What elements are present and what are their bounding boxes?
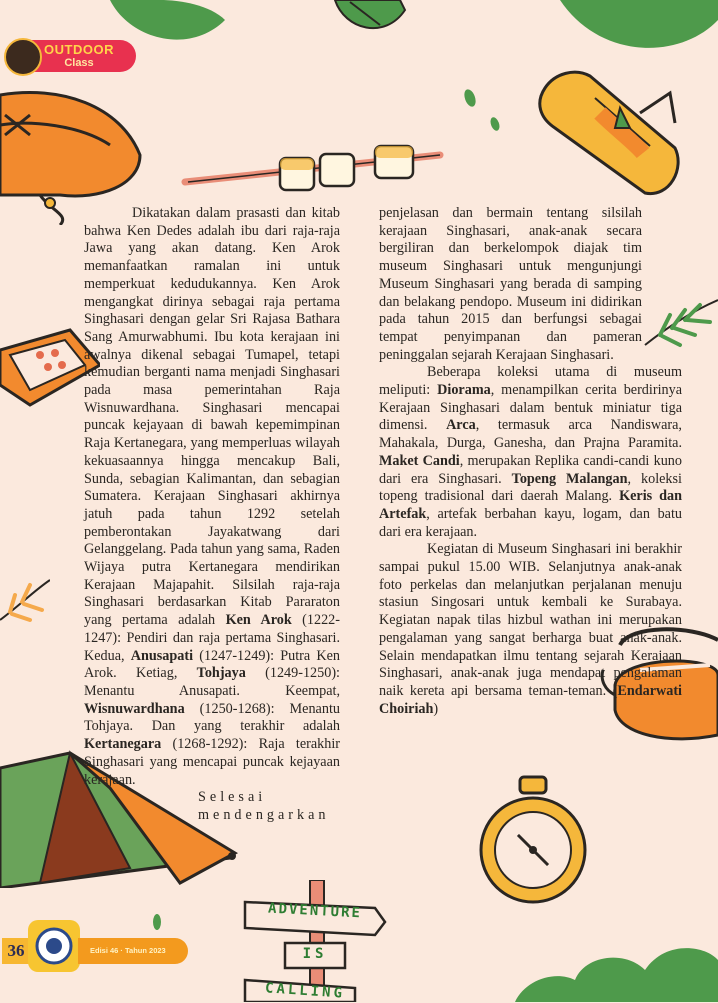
sign-is: IS (302, 946, 328, 962)
text-span: , artefak berbahan kayu, logam, dan batu dari era kerajaan. (379, 505, 682, 540)
text-span: (1247-1249): Putra Ken Arok. Ketiag, (84, 647, 341, 682)
article-right-column (379, 205, 682, 718)
badge-subtitle: Class (64, 57, 94, 69)
collection-name: Topeng Malangan (511, 470, 628, 487)
hat-icon (0, 85, 150, 225)
right-paragraph-1: penjelasan dan bermain tentang silsilah kerajaan Singhasari, anak-anak secara bergiliran dan berkelompok diajak tim museum Singhasari untuk mengunjungi Museum Singhasari yang berada di samping dan belakang pendopo. Museum ini didirikan pada tahun 2015 dan berfungsi sebagai tempat penyimpanan dan pameran peninggalan sejarah Kerajaan Singhasari. (379, 205, 642, 363)
collection-name: Keris dan Artefak (379, 488, 683, 522)
text-span: , menampilkan cerita berdirinya Kerajaan Singhasari dalam bentuk miniatur tiga dimensi. (379, 382, 682, 434)
marshmallow-stick-icon (180, 140, 450, 200)
king-name: Tohjaya (196, 665, 246, 682)
author-name: Endarwati Choiriah (379, 682, 682, 717)
sign-adventure: ADVENTURE (267, 900, 363, 922)
king-name: Wisnuwardhana (84, 700, 185, 717)
small-leaf-decoration (460, 88, 500, 133)
text-span: , termasuk arca Nandiswara, Mahakala, Durga, Ganesha, dan Prajna Paramita. (379, 417, 682, 452)
text-span: Beberapa koleksi utama di museum meliputi: (379, 364, 682, 399)
compass-icon (478, 775, 588, 910)
article-left-column (38, 205, 340, 825)
king-name: Ken Arok (225, 612, 292, 629)
right-paragraph-2 (379, 364, 682, 541)
king-name: Anusapati (130, 647, 194, 664)
edition-label: Edisi 46 · Tahun 2023 (78, 938, 188, 964)
collection-name: Maket Candi (379, 452, 460, 469)
outdoor-class-badge (4, 38, 136, 74)
text-span: (1222-1247): Pendiri dan raja pertama Singhasari. Kedua, (84, 612, 341, 664)
small-leaf-bottom-decoration (150, 912, 164, 932)
king-name: Kertanegara (84, 736, 162, 753)
badge-title: OUTDOOR (44, 42, 114, 57)
text-span: (1249-1250): Menantu Anusapati. Keempat, (84, 665, 340, 699)
page-number: 36 (2, 938, 30, 964)
bush-bottom-right-decoration (515, 930, 718, 1002)
thermos-bottle-icon (535, 68, 685, 203)
publisher-logo-icon (28, 920, 80, 972)
left-paragraph-2: Selesai mendengarkan (198, 789, 330, 823)
text-span: , koleksi topeng tradisional dari daerah Malang. (379, 470, 682, 505)
text-span: , merupakan Replika candi-candi kuno dari era Singhasari. (379, 452, 682, 487)
leaf-top-center-decoration (330, 0, 410, 40)
text-span: ) (433, 700, 439, 717)
collection-name: Diorama (437, 382, 491, 399)
sign-calling: CALLING (264, 980, 346, 1002)
emblem-icon (28, 920, 80, 972)
left-paragraph-1 (38, 205, 340, 789)
collection-name: Arca (446, 417, 476, 434)
leaf-top-right-decoration (560, 0, 718, 60)
text-span: Dikatakan dalam prasasti dan kitab bahwa Ken Dedes adalah ibu dari raja-raja Jawa yang akan datang. Ken Arok memanfaatkan ramalan ini untuk memperkuat kedudukannya. Ken Arok mengangkat dirinya sebagai raja pertama Singhasari dengan gelar Sri Rajasa Bathara Sang Amurwabhumi. Ibu kota kerajaan ini awalnya dikenal sebagai Tumapel, tetapi kemudian berganti nama menjadi Singhasari pada masa pemerintahan Raja Wisnuwardhana. Singhasari mencapai puncak kejayaan di bawah kepemimpinan Raja Kertanegara, yang memperluas wilayah kekuasaannya hingga mencakup Bali, Sunda, sebagian Kalimantan, dan sebagian Sumatera. Kerajaan Singhasari akhirnya jatuh pada tahun 1292 setelah pemberontakan Jayakatwang dari Gelanggelang. Pada tahun yang sama, Raden Wijaya putra Kertanegara mendirikan Kerajaan Majapahit. Silsilah raja-raja Singhasari berdasarkan Kitab Pararaton yang pertama adalah (84, 205, 340, 629)
text-span: Kegiatan di Museum Singhasari ini berakhir sampai pukul 15.00 WIB. Selanjutnya anak-anak foto perkelas dan melanjutkan perjalanan menuju stasiun Singosari untuk kembali ke Surabaya. Kegiatan napak tilas hizbul wathan ini merupakan pengalaman yang sangat berharga buat anak-anak. Selain mendapatkan ilmu tentang sejarah Kerajaan Singhasari, anak-anak juga mendapat pengalaman naik kereta api bersama teman-teman. ( (379, 541, 682, 699)
right-paragraph-3 (379, 541, 682, 718)
text-span: (1268-1292): Raja terakhir Singhasari yang mencapai puncak kejayaan kerajaan. (84, 736, 340, 788)
text-span: (1250-1268): Menantu Tohjaya. Dan yang terakhir adalah (84, 700, 340, 735)
school-logo-icon (4, 38, 42, 76)
